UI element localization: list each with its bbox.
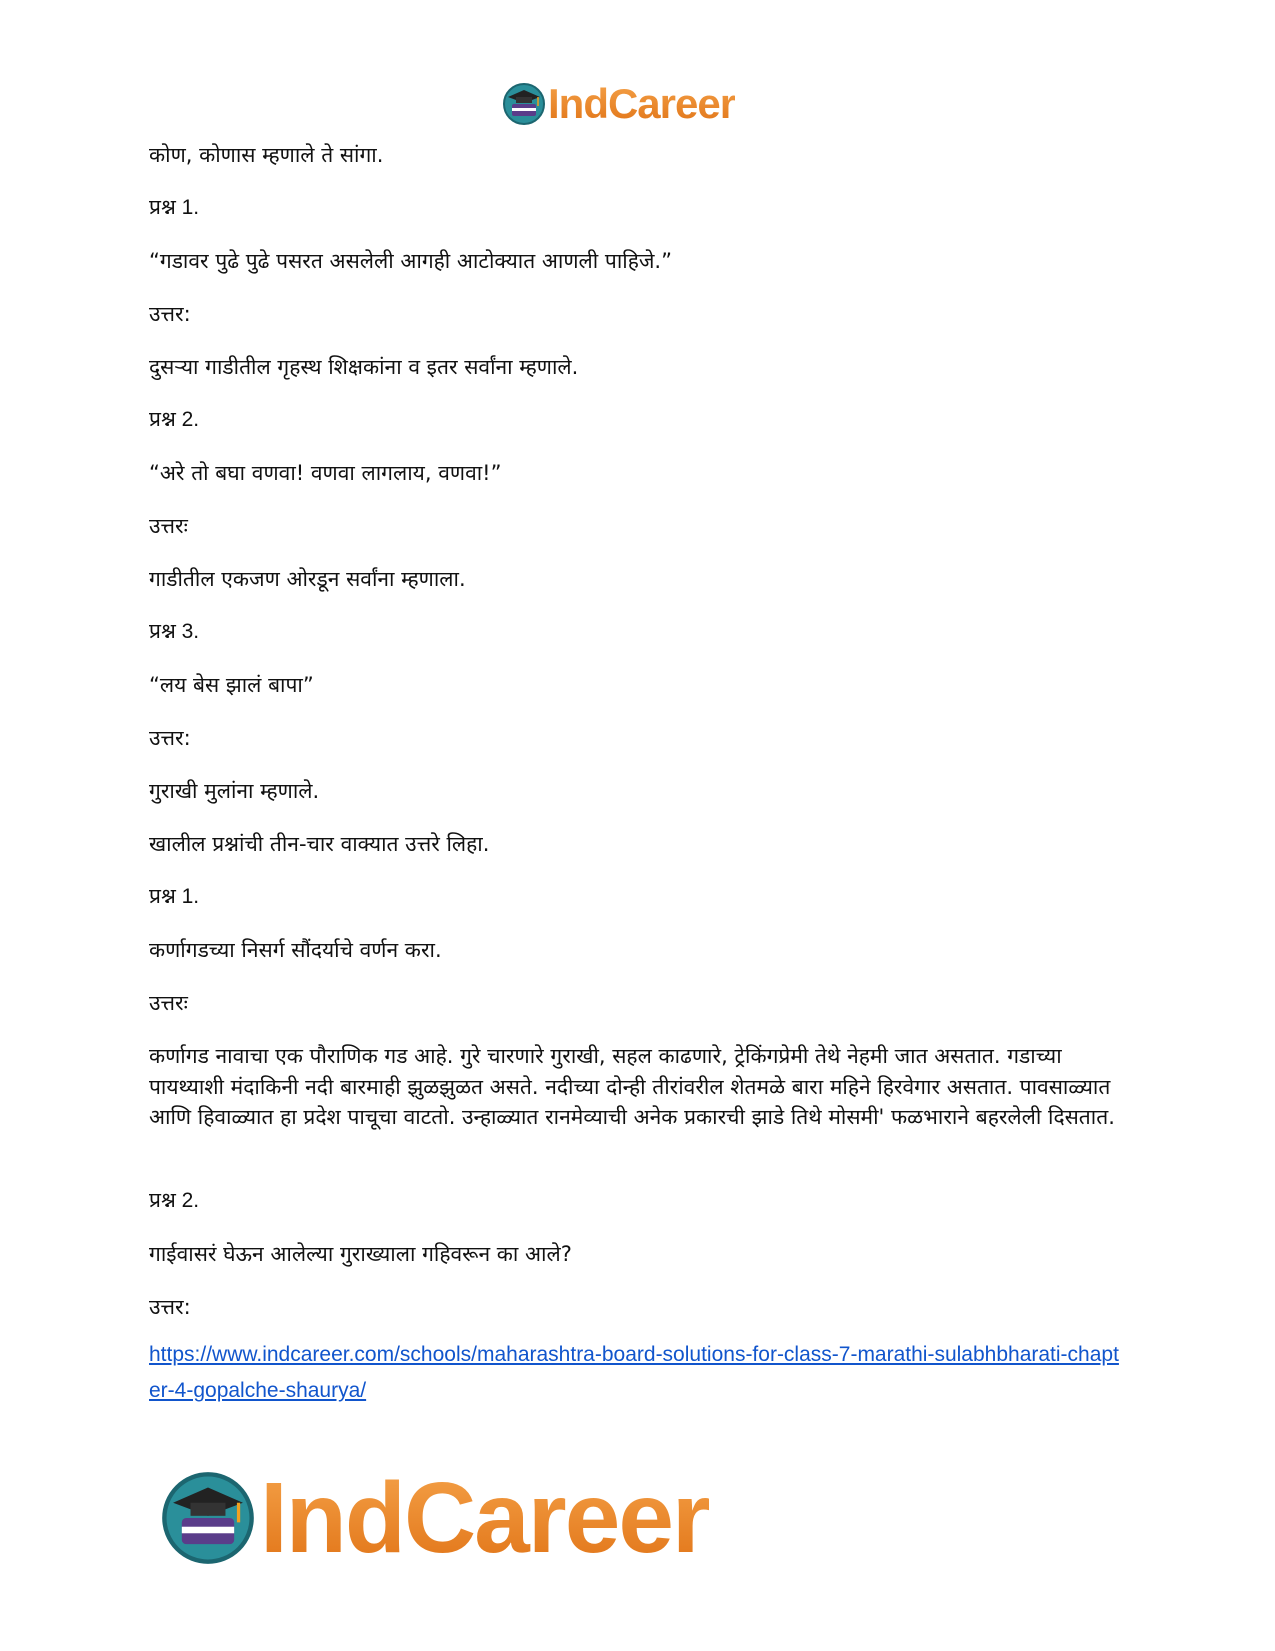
header-logo-text: IndCareer (548, 80, 736, 127)
s1-a2-label: उत्तरः (149, 514, 188, 538)
s1-a1-label: उत्तर: (149, 302, 191, 326)
s2-q2-text: गाईवासरं घेऊन आलेल्या गुराख्याला गहिवरून का आले? (149, 1242, 572, 1266)
section2-heading: खालील प्रश्नांची तीन-चार वाक्यात उत्तरे लिहा. (149, 832, 490, 856)
s1-q3-text: “लय बेस झालं बापा” (149, 673, 314, 697)
source-link[interactable]: https://www.indcareer.com/schools/maharashtra-board-solutions-for-class-7-marathi-sulabhbharati-chapter-4-gopalche-shaurya/ (149, 1343, 1119, 1402)
footer-logo-text: IndCareer (260, 1461, 709, 1574)
s2-a2-label: उत्तर: (149, 1295, 191, 1319)
s1-q3-label: प्रश्न 3. (149, 620, 200, 643)
s1-q1-text: “गडावर पुढे पुढे पसरत असलेली आगही आटोक्यात आणली पाहिजे.” (149, 249, 672, 273)
s1-a1-text: दुसऱ्या गाडीतील गृहस्थ शिक्षकांना व इतर सर्वांना म्हणाले. (149, 355, 579, 379)
s1-a2-text: गाडीतील एकजण ओरडून सर्वांना म्हणाला. (149, 567, 466, 591)
s1-q2-text: “अरे तो बघा वणवा! वणवा लागलाय, वणवा!” (149, 461, 502, 485)
s1-a3-label: उत्तर: (149, 726, 191, 750)
graduation-book-globe-icon (160, 1470, 256, 1566)
s2-a1-label: उत्तरः (149, 991, 188, 1015)
footer-logo (160, 1458, 709, 1578)
s2-q2-label: प्रश्न 2. (149, 1189, 200, 1212)
s1-a3-text: गुराखी मुलांना म्हणाले. (149, 779, 320, 803)
header-logo (502, 76, 735, 132)
s2-q1-label: प्रश्न 1. (149, 885, 200, 908)
s2-q1-text: कर्णागडच्या निसर्ग सौंदर्याचे वर्णन करा. (149, 938, 442, 962)
s1-q2-label: प्रश्न 2. (149, 408, 200, 431)
graduation-book-globe-icon (502, 82, 546, 126)
s2-a1-text: कर्णागड नावाचा एक पौराणिक गड आहे. गुरे चारणारे गुराखी, सहल काढणारे, ट्रेकिंगप्रेमी तेथे नेहमी जात असतात. गडाच्या पायथ्याशी मंदाकिनी नदी बारमाही झुळझुळत असते. नदीच्या दोन्ही तीरांवरील शेतमळे बारा महिने हिरवेगार असतात. पावसाळ्यात आणि हिवाळ्यात हा प्रदेश पाचूचा वाटतो. उन्हाळ्यात रानमेव्याची अनेक प्रकारची झाडे तिथे मोसमी' फळभाराने बहरलेली दिसतात. (149, 1044, 1115, 1129)
s1-q1-label: प्रश्न 1. (149, 196, 200, 219)
intro-text: कोण, कोणास म्हणाले ते सांगा. (149, 143, 384, 167)
